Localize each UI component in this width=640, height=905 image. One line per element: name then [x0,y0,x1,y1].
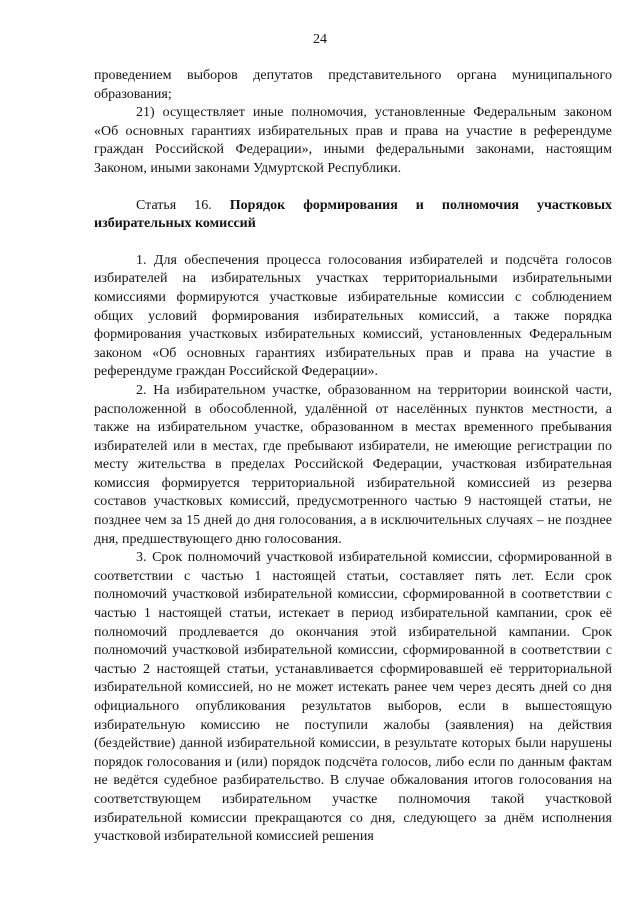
paragraph-part-3: 3. Срок полномочий участковой избирательной комиссии, сформированной в соответствии с частью 1 настоящей статьи, составляет пять лет. Если срок полномочий участковой избирательной комиссии, сформированной в соответствии с частью 1 настоящей статьи, истекает в период избирательной кампании, срок её полномочий продлевается до окончания этой избирательной кампании. Срок полномочий участковой избирательной комиссии, сформированной в соответствии с частью 2 настоящей статьи, устанавливается сформировавшей её территориальной избирательной комиссией, но не может истекать ранее чем через десять дней со дня официального опубликования результатов выборов, если в вышестоящую избирательную комиссию не поступили жалобы (заявления) на действия (бездействие) данной избирательной комиссии, в результате которых были нарушены порядок голосования и (или) порядок подсчёта голосов, либо если по данным фактам не ведётся судебное разбирательство. В случае обжалования итогов голосования на соответствующем избирательном участке полномочия такой участковой избирательной комиссии прекращаются со дня, следующего за днём исполнения участковой избирательной комиссией решения [94,550,612,845]
article-title: Порядок формирования и полномочия участковых избирательных комиссий [94,197,612,232]
document-text [94,67,612,847]
paragraph-item-21: 21) осуществляет иные полномочия, установленные Федеральным законом «Об основных гарантиях избирательных прав и права на участие в референдуме граждан Российской Федерации», иными федеральными законами, настоящим Законом, иными законами Удмуртской Республики. [94,105,612,176]
paragraph-part-2: 2. На избирательном участке, образованном на территории воинской части, расположенной в обособленной, удалённой от населённых пунктов местности, а также на избирательном участке, образованном в местах временного пребывания избирателей или в местах, где пребывают избиратели, не имеющие регистрации по месту жительства в пределах Российской Федерации, участковая избирательная комиссия формируется территориальной избирательной комиссией из резерва составов участковых комиссий, предусмотренного частью 9 настоящей статьи, не позднее чем за 15 дней до дня голосования, а в исключительных случаях – не позднее дня, предшествующего дню голосования. [94,382,612,547]
page-number: 24 [313,32,327,47]
article-prefix: Статья 16. [136,197,212,213]
paragraph-part-1: 1. Для обеспечения процесса голосования избирателей и подсчёта голосов избирателей на избирательных участках территориальными избирательными комиссиями формируются участковые избирательные комиссии с соблюдением общих условий формирования избирательных комиссий, а также порядка формирования участковых избирательных комиссий, установленных Федеральным законом «Об основных гарантиях избирательных прав и права на участие в референдуме граждан Российской Федерации». [94,252,612,380]
article-heading [94,197,612,234]
paragraph-continuation: проведением выборов депутатов представительного органа муниципального образования; [94,68,612,102]
